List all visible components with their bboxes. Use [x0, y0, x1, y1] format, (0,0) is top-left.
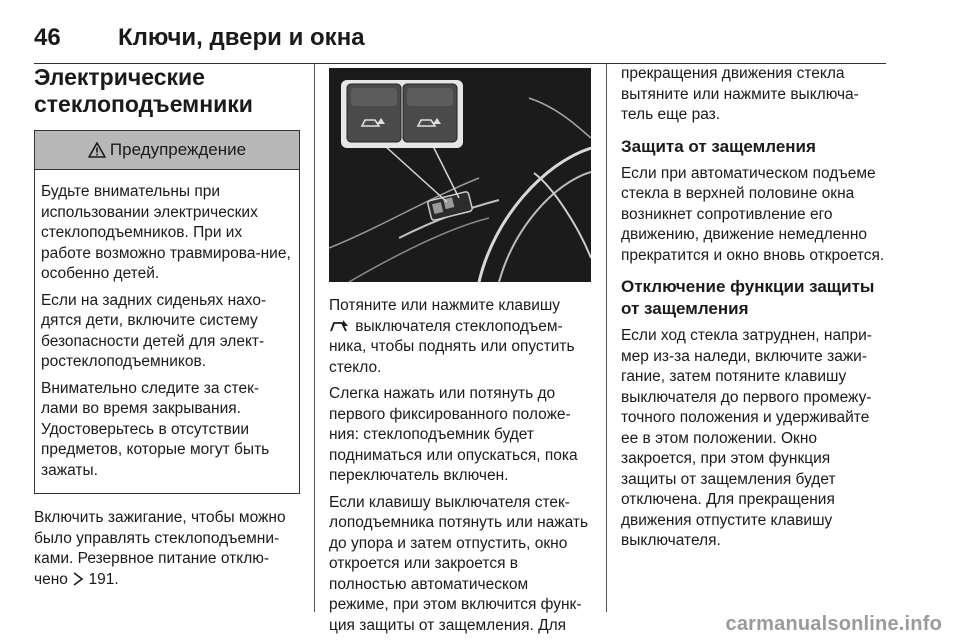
section-title-line2: стеклоподъемники	[34, 91, 253, 117]
watermark: carmanualsonline.info	[725, 613, 942, 635]
stop-movement-paragraph: прекращения движения стекла вытяните или нажмите выключа‐тель еще раз.	[621, 65, 859, 123]
warning-body	[35, 170, 299, 493]
running-title: Ключи, двери и окна	[118, 24, 365, 51]
warning-title: Предупреждение	[109, 140, 247, 159]
section-title	[34, 64, 300, 118]
disable-anti-pinch-heading: Отключение функции защиты от защемления	[621, 277, 875, 318]
instruction-paragraph	[329, 296, 591, 378]
column-divider-2	[606, 64, 607, 612]
disable-anti-pinch-paragraph: Если ход стекла затруднен, напри‐мер из-за наледи, включите зажи‐гание, затем потяните клавишу выключателя до первого промежу‐точного положения и удерживайте ее в этом положении. Окно закроется, при этом функция защиты от защемления будет отключена. Для прекращения движения отпустите клавишу выключателя.	[621, 327, 872, 549]
window-switch-illustration	[329, 68, 591, 282]
warning-paragraph: Будьте внимательны при использовании электрических стеклоподъемников. При их работе возможно травмирова‐ние, особенно детей.	[41, 183, 291, 282]
column-divider-1	[314, 64, 315, 612]
warning-header	[35, 131, 299, 170]
anti-pinch-heading: Защита от защемления	[621, 136, 816, 156]
page-header	[34, 14, 886, 50]
auto-mode-paragraph: Если клавишу выключателя стек‐лоподъемника потянуть или нажать до упора и затем отпустить, окно откроется или закроется в полностью автоматическом режиме, при этом включится функ‐ция защиты от защемления. Для	[329, 493, 589, 634]
ignition-text: Включить зажигание, чтобы можно было управлять стеклоподъемни‐ками. Резервное питание отклю‐чено	[34, 509, 286, 588]
ignition-paragraph	[34, 508, 300, 590]
illustration-graphic	[329, 68, 591, 282]
warning-paragraph: Внимательно следите за стек‐лами во время закрывания. Удостоверьтесь в отсутствии предметов, которые могут быть зажаты.	[41, 379, 270, 479]
warning-box	[34, 130, 300, 494]
column-1	[34, 64, 300, 590]
page-reference-arrow-icon	[72, 572, 84, 586]
column-2	[329, 64, 591, 636]
instruction-text-start: Потяните или нажмите клавишу	[329, 297, 561, 314]
page-reference[interactable]: 191.	[88, 570, 119, 588]
warning-paragraph: Если на задних сиденьях нахо‐дятся дети, включите систему безопасности детей для элект‐ростеклоподъемников.	[41, 291, 267, 370]
section-title-line1: Электрические	[34, 64, 205, 90]
page-number: 46	[34, 24, 61, 51]
warning-triangle-icon	[88, 142, 106, 158]
first-position-paragraph: Слегка нажать или потянуть до первого фиксированного положе‐ния: стеклоподъемник будет подниматься или опускаться, пока переключатель включен.	[329, 385, 578, 484]
column-3	[621, 64, 889, 552]
anti-pinch-paragraph: Если при автоматическом подъеме стекла в верхней половине окна возникнет сопротивление его движению, движение немедленно прекратится и окно вновь откроется.	[621, 164, 885, 264]
instruction-text-rest: выключателя стеклоподъем‐ника, чтобы поднять или опустить стекло.	[329, 317, 575, 376]
window-switch-icon	[329, 319, 351, 333]
